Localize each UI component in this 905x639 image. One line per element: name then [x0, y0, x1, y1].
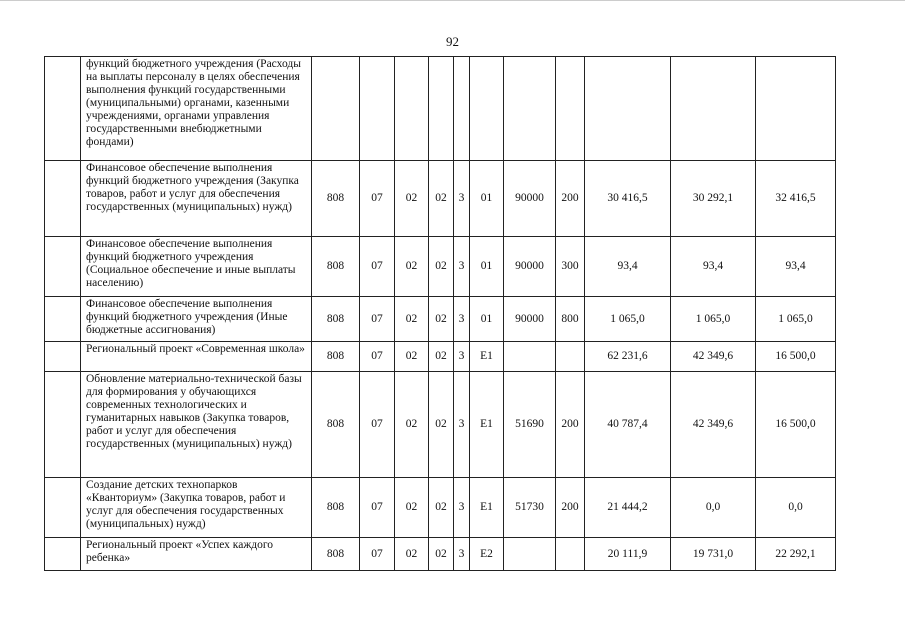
cell-vedomstvo: 808	[312, 478, 360, 538]
cell-subprogram: 3	[454, 342, 470, 372]
cell-main-event	[470, 57, 504, 161]
cell-expense-type	[556, 57, 585, 161]
cell-expense-direction	[504, 342, 556, 372]
cell-razdel: 07	[360, 478, 395, 538]
table-row	[45, 342, 836, 372]
cell-program	[429, 57, 454, 161]
cell-row-number	[45, 372, 81, 478]
cell-main-event: 01	[470, 161, 504, 237]
cell-subprogram: 3	[454, 372, 470, 478]
cell-sum-year-2: 19 731,0	[671, 538, 756, 571]
scan-edge-line	[0, 0, 905, 1]
cell-vedomstvo: 808	[312, 161, 360, 237]
cell-subprogram: 3	[454, 297, 470, 342]
cell-sum-year-3: 1 065,0	[756, 297, 836, 342]
cell-vedomstvo: 808	[312, 342, 360, 372]
cell-podrazdel	[395, 57, 429, 161]
cell-expense-direction: 51730	[504, 478, 556, 538]
cell-sum-year-3: 16 500,0	[756, 342, 836, 372]
budget-table	[44, 56, 836, 571]
cell-program: 02	[429, 538, 454, 571]
cell-main-event: E2	[470, 538, 504, 571]
table-row	[45, 538, 836, 571]
cell-expense-type: 300	[556, 237, 585, 297]
cell-sum-year-3	[756, 57, 836, 161]
cell-vedomstvo: 808	[312, 237, 360, 297]
cell-subprogram: 3	[454, 478, 470, 538]
cell-sum-year-2: 42 349,6	[671, 372, 756, 478]
cell-description: Региональный проект «Современная школа»	[81, 342, 312, 372]
cell-expense-direction: 51690	[504, 372, 556, 478]
cell-subprogram	[454, 57, 470, 161]
cell-razdel: 07	[360, 161, 395, 237]
cell-sum-year-1: 20 111,9	[585, 538, 671, 571]
cell-main-event: E1	[470, 342, 504, 372]
cell-expense-type: 200	[556, 372, 585, 478]
cell-podrazdel: 02	[395, 161, 429, 237]
cell-main-event: 01	[470, 237, 504, 297]
cell-podrazdel: 02	[395, 372, 429, 478]
table-row	[45, 372, 836, 478]
cell-row-number	[45, 342, 81, 372]
cell-program: 02	[429, 161, 454, 237]
cell-vedomstvo: 808	[312, 538, 360, 571]
cell-program: 02	[429, 372, 454, 478]
cell-razdel	[360, 57, 395, 161]
cell-sum-year-2	[671, 57, 756, 161]
cell-razdel: 07	[360, 237, 395, 297]
cell-expense-direction: 90000	[504, 237, 556, 297]
cell-podrazdel: 02	[395, 342, 429, 372]
cell-subprogram: 3	[454, 237, 470, 297]
table-row	[45, 478, 836, 538]
cell-main-event: E1	[470, 478, 504, 538]
cell-expense-direction: 90000	[504, 161, 556, 237]
cell-row-number	[45, 161, 81, 237]
cell-vedomstvo: 808	[312, 372, 360, 478]
cell-podrazdel: 02	[395, 478, 429, 538]
cell-podrazdel: 02	[395, 538, 429, 571]
cell-expense-direction	[504, 538, 556, 571]
cell-sum-year-2: 93,4	[671, 237, 756, 297]
cell-description: Региональный проект «Успех каждого ребенка»	[81, 538, 312, 571]
cell-sum-year-3: 16 500,0	[756, 372, 836, 478]
cell-sum-year-1: 40 787,4	[585, 372, 671, 478]
cell-row-number	[45, 538, 81, 571]
cell-subprogram: 3	[454, 161, 470, 237]
table-row	[45, 297, 836, 342]
cell-sum-year-1: 21 444,2	[585, 478, 671, 538]
cell-sum-year-3: 32 416,5	[756, 161, 836, 237]
cell-row-number	[45, 478, 81, 538]
cell-main-event: 01	[470, 297, 504, 342]
cell-row-number	[45, 297, 81, 342]
cell-main-event: E1	[470, 372, 504, 478]
cell-sum-year-2: 0,0	[671, 478, 756, 538]
cell-razdel: 07	[360, 342, 395, 372]
cell-description: Финансовое обеспечение выполнения функций бюджетного учреждения (Иные бюджетные ассигнования)	[81, 297, 312, 342]
cell-sum-year-2: 30 292,1	[671, 161, 756, 237]
cell-sum-year-1	[585, 57, 671, 161]
table-row	[45, 237, 836, 297]
cell-program: 02	[429, 237, 454, 297]
cell-expense-direction	[504, 57, 556, 161]
cell-vedomstvo: 808	[312, 297, 360, 342]
page-number: 92	[446, 34, 459, 49]
cell-description: Финансовое обеспечение выполнения функций бюджетного учреждения (Закупка товаров, работ и услуг для обеспечения государственных (муниципальных) нужд)	[81, 161, 312, 237]
cell-program: 02	[429, 297, 454, 342]
cell-sum-year-3: 0,0	[756, 478, 836, 538]
cell-expense-type: 200	[556, 478, 585, 538]
cell-sum-year-1: 62 231,6	[585, 342, 671, 372]
cell-sum-year-3: 22 292,1	[756, 538, 836, 571]
cell-subprogram: 3	[454, 538, 470, 571]
cell-podrazdel: 02	[395, 237, 429, 297]
cell-expense-type	[556, 538, 585, 571]
cell-sum-year-1: 30 416,5	[585, 161, 671, 237]
cell-expense-direction: 90000	[504, 297, 556, 342]
cell-razdel: 07	[360, 297, 395, 342]
cell-razdel: 07	[360, 538, 395, 571]
cell-expense-type: 800	[556, 297, 585, 342]
cell-row-number	[45, 237, 81, 297]
cell-razdel: 07	[360, 372, 395, 478]
cell-sum-year-2: 42 349,6	[671, 342, 756, 372]
table-row	[45, 57, 836, 161]
cell-vedomstvo	[312, 57, 360, 161]
cell-expense-type: 200	[556, 161, 585, 237]
cell-description: Обновление материально-технической базы для формирования у обучающихся современных технологических и гуманитарных навыков (Закупка товаров, работ и услуг для обеспечения государственных (муниципальных) нужд)	[81, 372, 312, 478]
cell-program: 02	[429, 342, 454, 372]
cell-description: Создание детских технопарков «Кванториум» (Закупка товаров, работ и услуг для обеспечения государственных (муниципальных) нужд)	[81, 478, 312, 538]
cell-expense-type	[556, 342, 585, 372]
cell-description: Финансовое обеспечение выполнения функций бюджетного учреждения (Социальное обеспечение и иные выплаты населению)	[81, 237, 312, 297]
cell-sum-year-1: 93,4	[585, 237, 671, 297]
cell-sum-year-3: 93,4	[756, 237, 836, 297]
cell-sum-year-2: 1 065,0	[671, 297, 756, 342]
cell-row-number	[45, 57, 81, 161]
cell-program: 02	[429, 478, 454, 538]
table-row	[45, 161, 836, 237]
cell-sum-year-1: 1 065,0	[585, 297, 671, 342]
cell-podrazdel: 02	[395, 297, 429, 342]
cell-description: функций бюджетного учреждения (Расходы на выплаты персоналу в целях обеспечения выполнения функций государственными (муниципальными) органами, казенными учреждениями, органами управления государственными внебюджетными фондами)	[81, 57, 312, 161]
